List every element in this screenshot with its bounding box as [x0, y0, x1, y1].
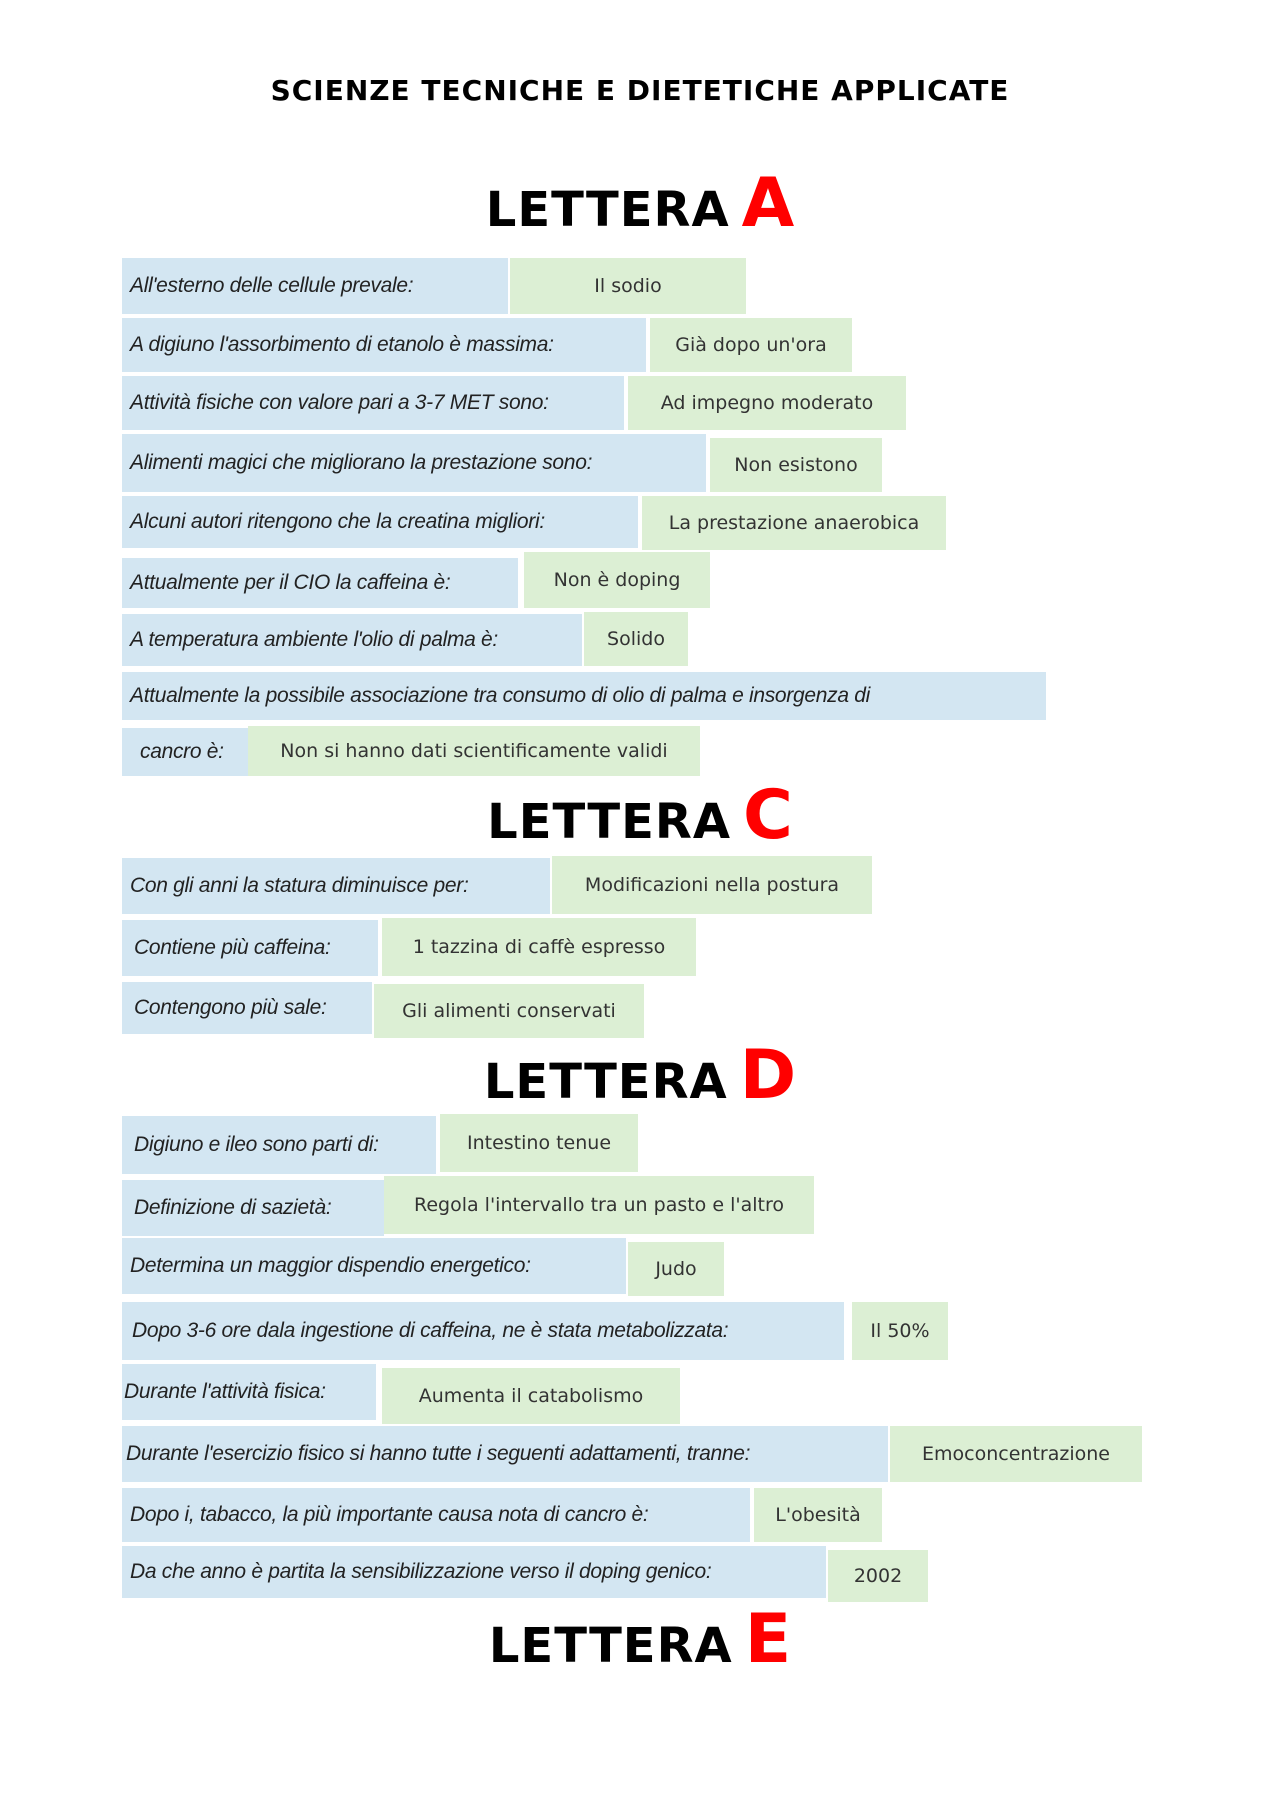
- section-heading-c: [0, 776, 1280, 855]
- question: Durante l'attività fisica:: [122, 1364, 376, 1420]
- document-title: SCIENZE TECNICHE E DIETETICHE APPLICATE: [270, 74, 1010, 107]
- section-letter: C: [742, 776, 793, 855]
- answer: Gli alimenti conservati: [374, 984, 644, 1038]
- section-heading-e: [0, 1600, 1280, 1679]
- section-word: LETTERA: [488, 1618, 733, 1674]
- section-heading-a: [0, 164, 1280, 243]
- answer: 1 tazzina di caffè espresso: [382, 918, 696, 976]
- section-heading-d: [0, 1036, 1280, 1115]
- question-continued: cancro è:: [122, 728, 248, 776]
- question: A digiuno l'assorbimento di etanolo è massima:: [122, 318, 646, 372]
- question: Con gli anni la statura diminuisce per:: [122, 858, 550, 914]
- section-letter: A: [741, 164, 795, 243]
- question: Dopo i, tabacco, la più importante causa nota di cancro è:: [122, 1488, 750, 1542]
- question: A temperatura ambiente l'olio di palma è:: [122, 614, 582, 666]
- answer: La prestazione anaerobica: [642, 496, 946, 550]
- answer: Non esistono: [710, 438, 882, 492]
- section-letter: E: [744, 1600, 792, 1679]
- question: Attualmente la possibile associazione tra consumo di olio di palma e insorgenza di: [122, 672, 1046, 720]
- answer: Solido: [584, 612, 688, 666]
- answer: L'obesità: [754, 1488, 882, 1542]
- answer: Non è doping: [524, 552, 710, 608]
- answer: Non si hanno dati scientificamente validi: [248, 726, 700, 776]
- section-word: LETTERA: [485, 182, 730, 238]
- answer: Già dopo un'ora: [650, 318, 852, 372]
- answer: 2002: [828, 1550, 928, 1602]
- section-word: LETTERA: [487, 794, 731, 850]
- answer: Intestino tenue: [440, 1114, 638, 1172]
- question: Da che anno è partita la sensibilizzazione verso il doping genico:: [122, 1546, 826, 1598]
- answer: Emoconcentrazione: [890, 1426, 1142, 1482]
- section-letter: D: [739, 1036, 797, 1115]
- question: Contiene più caffeina:: [122, 920, 378, 976]
- answer: Il 50%: [852, 1302, 948, 1360]
- answer: Modificazioni nella postura: [552, 856, 872, 914]
- question: Durante l'esercizio fisico si hanno tutte i seguenti adattamenti, tranne:: [122, 1426, 888, 1482]
- answer: Aumenta il catabolismo: [382, 1368, 680, 1424]
- question: Digiuno e ileo sono parti di:: [122, 1116, 436, 1174]
- question: Dopo 3-6 ore dala ingestione di caffeina, ne è stata metabolizzata:: [122, 1302, 844, 1360]
- answer: Regola l'intervallo tra un pasto e l'altro: [384, 1176, 814, 1234]
- question: Contengono più sale:: [122, 982, 372, 1034]
- section-word: LETTERA: [483, 1054, 728, 1110]
- question: All'esterno delle cellule prevale:: [122, 258, 508, 314]
- question: Definizione di sazietà:: [122, 1180, 384, 1236]
- question: Attualmente per il CIO la caffeina è:: [122, 558, 518, 608]
- question: Attività fisiche con valore pari a 3-7 MET sono:: [122, 376, 624, 430]
- question: Alcuni autori ritengono che la creatina migliori:: [122, 496, 638, 548]
- answer: Il sodio: [510, 258, 746, 314]
- question: Alimenti magici che migliorano la prestazione sono:: [122, 434, 706, 492]
- answer: Judo: [628, 1242, 724, 1296]
- answer: Ad impegno moderato: [628, 376, 906, 430]
- question: Determina un maggior dispendio energetico:: [122, 1238, 626, 1294]
